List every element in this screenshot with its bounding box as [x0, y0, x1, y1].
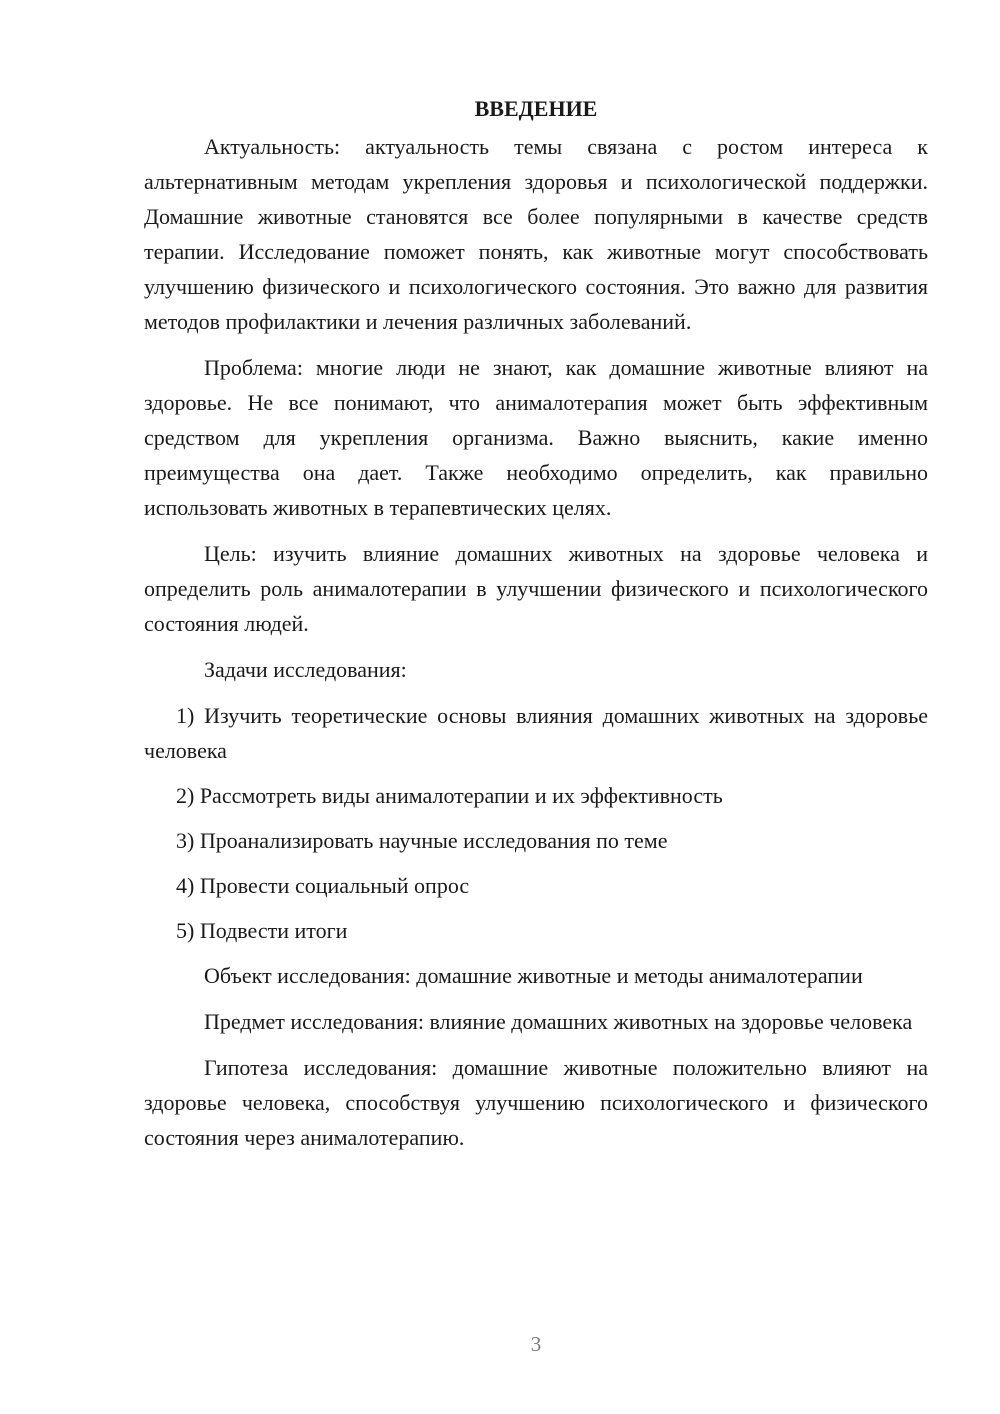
list-item: 1) Изучить теоретические основы влияния домашних животных на здоровье человека [144, 703, 928, 763]
list-item: 4) Провести социальный опрос [176, 873, 470, 898]
list-item: 3) Проанализировать научные исследования по теме [176, 828, 668, 853]
list-item: 2) Рассмотреть виды анималотерапии и их эффективность [176, 783, 723, 808]
relevance-paragraph: Актуальность: актуальность темы связана с ростом интереса к альтернативным методам укрепления здоровья и психологической поддержки. Домашние животные становятся все более популярными в качестве средств терапии. Исследование поможет понять, как животные могут способствовать улучшению физического и психологического состояния. Это важно для развития методов профилактики и лечения различных заболеваний. [144, 134, 928, 334]
list-item: 5) Подвести итоги [176, 918, 348, 943]
tasks-list [144, 698, 928, 948]
goal-paragraph: Цель: изучить влияние домашних животных на здоровье человека и определить роль анималотерапии в улучшении физического и психологического состояния людей. [144, 541, 928, 636]
object-paragraph: Объект исследования: домашние животные и методы анималотерапии [204, 963, 863, 988]
page-title: ВВЕДЕНИЕ [474, 96, 598, 121]
tasks-heading: Задачи исследования: [204, 657, 407, 682]
subject-paragraph: Предмет исследования: влияние домашних животных на здоровье человека [204, 1009, 913, 1034]
document-page [144, 92, 928, 1166]
page-number: 3 [530, 1332, 542, 1356]
hypothesis-paragraph: Гипотеза исследования: домашние животные положительно влияют на здоровье человека, способствуя улучшению психологического и физического состояния через анималотерапию. [144, 1055, 928, 1150]
problem-paragraph: Проблема: многие люди не знают, как домашние животные влияют на здоровье. Не все понимают, что анималотерапия может быть эффективным средством для укрепления организма. Важно выяснить, какие именно преимущества она дает. Также необходимо определить, как правильно использовать животных в терапевтических целях. [144, 355, 928, 520]
